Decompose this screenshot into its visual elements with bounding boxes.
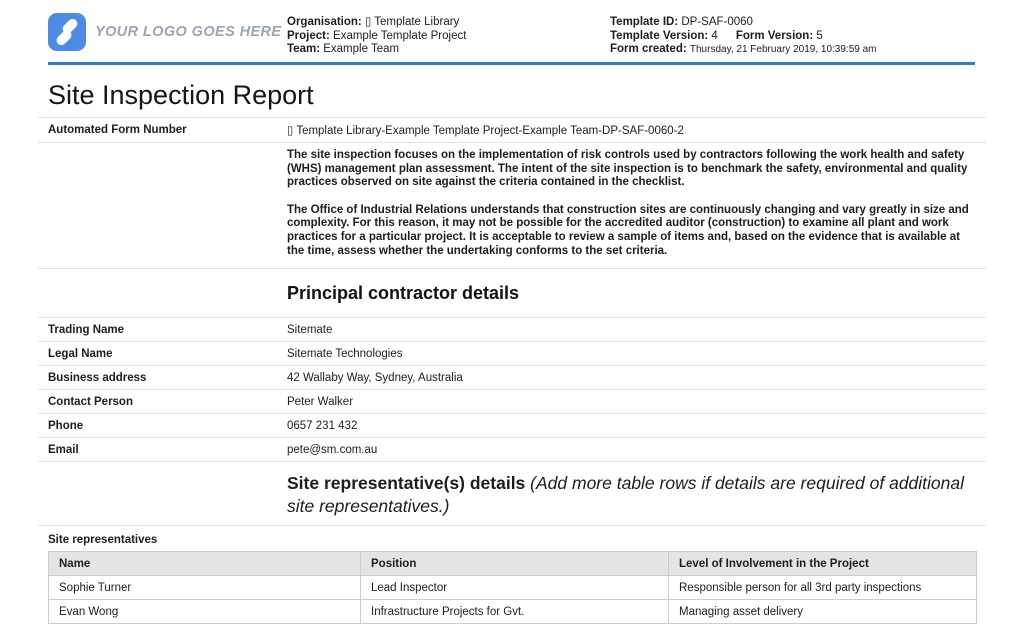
table-row [49,576,977,600]
header-org-block [287,16,466,57]
detail-label: Trading Name [48,323,125,336]
description-paragraph-2: The Office of Industrial Relations understands that construction sites are continuously changing and vary greatly in size and complexity. For this reason, it may not be possible for the accredited auditor (construction) to examine all plant and work practices for a particular project. It is acceptable to review a sample of items and, based on the evidence that is available at the time, assess whether the undertaking conforms to the set criteria. [287,203,969,257]
site-representatives-table [48,551,977,624]
header-template-block [610,16,876,57]
detail-value: 0657 231 432 [287,419,358,432]
site-representatives-heading [287,472,975,525]
detail-value: Peter Walker [287,395,354,408]
description-paragraph-1: The site inspection focuses on the implementation of risk controls used by contractors following the work health and safety (WHS) management plan assessment. The intent of the site inspection is to benchmark the safety, environmental and quality practices observed on site against the criteria contained in the checklist. [287,149,968,189]
cell-involvement: Managing asset delivery [669,600,977,624]
detail-value: Sitemate Technologies [287,347,403,360]
logo-placeholder-text: YOUR LOGO GOES HERE [95,24,282,40]
cell-involvement: Responsible person for all 3rd party inspections [669,576,977,600]
detail-label: Contact Person [48,395,133,408]
detail-row-trading-name [38,318,986,342]
automated-form-number-row [38,118,986,142]
form-description [287,143,975,268]
template-id-line: Template ID: DP-SAF-0060 [610,16,753,28]
divider [38,525,986,526]
site-representatives-table-label: Site representatives [48,534,158,547]
automated-form-number-value: ▯ Template Library-Example Template Project-Example Team-DP-SAF-0060-2 [287,125,684,137]
principal-contractor-heading: Principal contractor details [287,283,520,304]
detail-value: Sitemate [287,323,333,336]
site-representatives-heading-bold: Site representative(s) details [287,473,526,494]
detail-label: Phone [48,419,84,432]
detail-row-email [38,438,986,462]
cell-name: Evan Wong [49,600,361,624]
principal-contractor-table [38,317,986,462]
organisation-line: Organisation: ▯ Template Library [287,16,460,28]
detail-label: Legal Name [48,347,113,360]
automated-form-number-label: Automated Form Number [48,124,187,136]
document-header [0,0,1024,62]
company-logo-icon [48,13,86,51]
column-header-name: Name [49,552,361,576]
table-row [49,600,977,624]
detail-row-business-address [38,366,986,390]
detail-value: 42 Wallaby Way, Sydney, Australia [287,371,463,384]
detail-value: pete@sm.com.au [287,443,378,456]
table-header-row [49,552,977,576]
cell-position: Lead Inspector [361,576,669,600]
detail-label: Email [48,443,79,456]
team-line: Team: Example Team [287,43,400,55]
logo [48,13,281,51]
version-line: Template Version: 4 Form Version: 5 [610,29,823,42]
page-title: Site Inspection Report [48,80,314,110]
detail-row-legal-name [38,342,986,366]
cell-position: Infrastructure Projects for Gvt. [361,600,669,624]
detail-label: Business address [48,371,147,384]
project-line: Project: Example Template Project [287,29,467,42]
column-header-position: Position [361,552,669,576]
form-created-line: Form created: Thursday, 21 February 2019, 10:39:59 am [610,43,877,55]
detail-row-phone [38,414,986,438]
column-header-involvement: Level of Involvement in the Project [669,552,977,576]
detail-row-contact-person [38,390,986,414]
site-representatives-heading-note: (Add more table rows if details are required of additional site representatives.) [287,473,965,517]
divider [38,268,986,269]
cell-name: Sophie Turner [49,576,361,600]
header-rule [48,62,975,65]
